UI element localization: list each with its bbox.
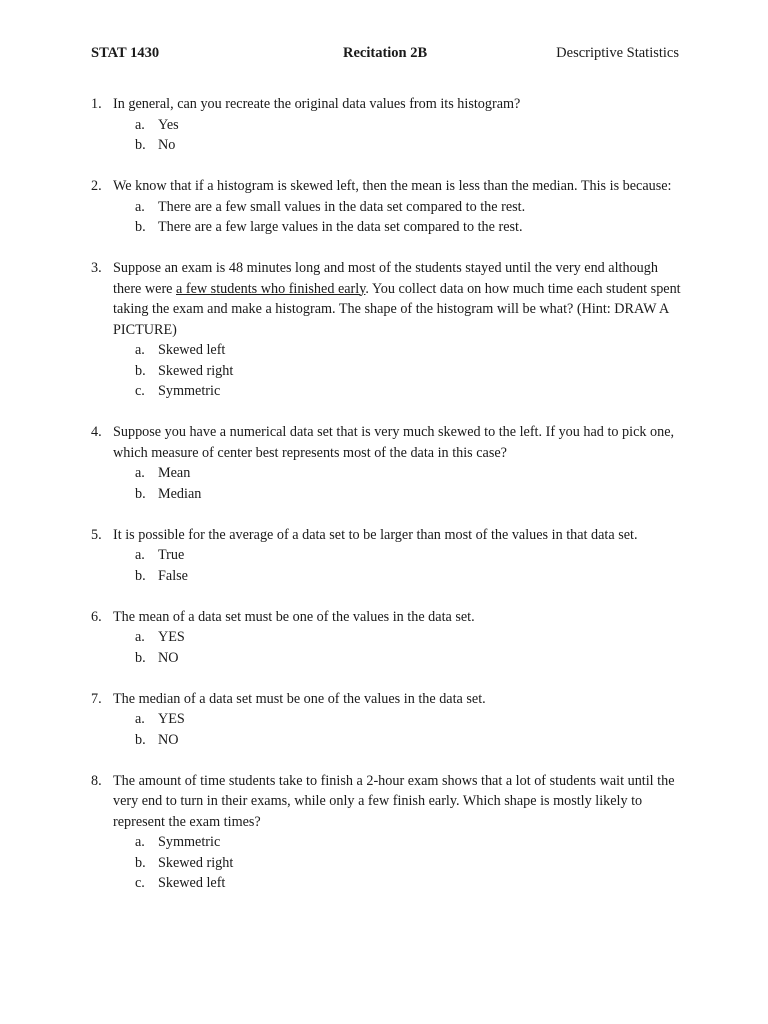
question-number: 1. [91, 96, 102, 112]
option-letter: a. [135, 547, 145, 563]
option-list [113, 115, 681, 156]
option-text: NO [158, 731, 179, 748]
option-list [113, 545, 681, 586]
question-text-start: Suppose an exam is 48 minutes long and most of the students stayed until the very end although there were [113, 260, 658, 297]
question-5 [91, 525, 681, 587]
option-list [113, 709, 681, 750]
option-a [113, 545, 681, 566]
option-b [113, 648, 681, 669]
question-number: 6. [91, 608, 102, 625]
option-text: Skewed left [158, 342, 226, 358]
underlined-phrase: a few students who finished early [176, 280, 366, 297]
question-4 [91, 422, 681, 504]
question-number: 7. [91, 690, 102, 707]
option-letter: a. [135, 116, 145, 133]
question-2 [91, 176, 681, 238]
question-1 [91, 94, 681, 156]
option-text: NO [158, 649, 179, 666]
question-text: We know that if a histogram is skewed left, then the mean is less than the median. This is because: [113, 178, 672, 194]
course-code: STAT 1430 [91, 45, 160, 61]
option-text: YES [158, 629, 185, 645]
option-text: Symmetric [158, 383, 221, 399]
option-text: Skewed right [158, 362, 234, 379]
question-text [113, 258, 681, 340]
option-text: Yes [158, 116, 179, 133]
option-text: There are a few large values in the data set compared to the rest. [158, 219, 523, 235]
option-letter: a. [135, 834, 145, 850]
option-letter: b. [135, 854, 146, 871]
question-number: 2. [91, 178, 102, 194]
option-text: YES [158, 711, 185, 727]
option-letter: c. [135, 383, 145, 399]
option-b [113, 566, 681, 587]
option-a [113, 709, 681, 730]
option-letter: a. [135, 711, 145, 727]
question-text: It is possible for the average of a data set to be larger than most of the values in that data set. [113, 526, 638, 543]
recitation-title: Recitation 2B [343, 45, 428, 61]
question-number: 5. [91, 526, 102, 543]
option-b [113, 217, 681, 238]
question-text: Suppose you have a numerical data set that is very much skewed to the left. If you had to pick one, which measure of center best represents most of the data in this case? [113, 424, 675, 461]
option-b [113, 853, 681, 874]
option-letter: b. [135, 362, 146, 379]
option-list [113, 627, 681, 668]
option-list [113, 197, 681, 238]
option-text: False [158, 567, 188, 584]
question-list [91, 94, 681, 914]
option-letter: a. [135, 342, 145, 358]
question-text: The mean of a data set must be one of the values in the data set. [113, 608, 475, 625]
option-text: Median [158, 485, 202, 502]
topic-title: Descriptive Statistics [556, 45, 679, 61]
question-text: The median of a data set must be one of the values in the data set. [113, 690, 486, 707]
page-header [91, 45, 679, 65]
option-text: Mean [158, 465, 191, 481]
option-a [113, 832, 681, 853]
option-text: True [158, 547, 185, 563]
question-6 [91, 607, 681, 669]
option-b [113, 484, 681, 505]
option-a [113, 197, 681, 218]
option-a [113, 627, 681, 648]
option-list [113, 463, 681, 504]
option-letter: c. [135, 875, 145, 891]
question-number: 4. [91, 424, 102, 440]
option-text: Symmetric [158, 834, 221, 850]
option-letter: b. [135, 567, 146, 584]
option-a [113, 340, 681, 361]
option-b [113, 361, 681, 382]
question-7 [91, 689, 681, 751]
option-letter: a. [135, 629, 145, 645]
option-b [113, 135, 681, 156]
option-letter: b. [135, 485, 146, 502]
option-b [113, 730, 681, 751]
option-text: Skewed left [158, 875, 226, 891]
option-list [113, 832, 681, 894]
question-text: The amount of time students take to finish a 2-hour exam shows that a lot of students wait until the very end to turn in their exams, while only a few finish early. Which shape is mostly likely to represent the exam times? [113, 772, 675, 830]
option-text: Skewed right [158, 854, 234, 871]
option-letter: b. [135, 649, 146, 666]
option-letter: a. [135, 465, 145, 481]
option-list [113, 340, 681, 402]
question-number: 8. [91, 772, 102, 789]
question-text-end: . You collect data on how much time each student spent taking the exam and make a histogram. The shape of the histogram will be what? (Hint: DRAW A PICTURE) [113, 280, 681, 338]
question-text: In general, can you recreate the original data values from its histogram? [113, 96, 521, 112]
option-letter: b. [135, 219, 146, 235]
option-letter: a. [135, 198, 145, 215]
option-c [113, 873, 681, 894]
option-a [113, 115, 681, 136]
option-text: No [158, 137, 176, 153]
question-number: 3. [91, 260, 102, 276]
option-a [113, 463, 681, 484]
question-3 [91, 258, 681, 402]
option-letter: b. [135, 731, 146, 748]
option-text: There are a few small values in the data set compared to the rest. [158, 198, 526, 215]
question-8 [91, 771, 681, 894]
option-letter: b. [135, 137, 146, 153]
option-c [113, 381, 681, 402]
